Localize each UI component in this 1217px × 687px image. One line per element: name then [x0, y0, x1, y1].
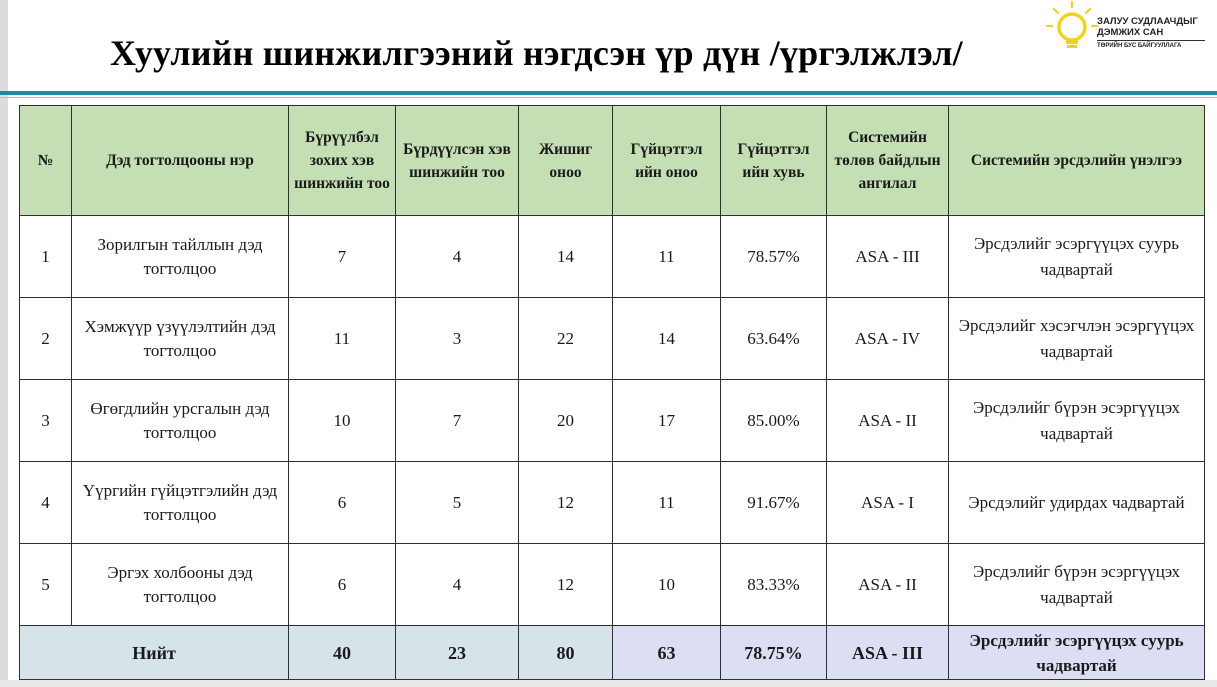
- title-rule-thin: [0, 97, 1217, 98]
- cell-name: Эргэх холбооны дэд тогтолцоо: [72, 544, 289, 626]
- cell-class: ASA - IV: [827, 298, 949, 380]
- total-score: 63: [613, 626, 721, 680]
- cell-benchmark: 12: [519, 462, 613, 544]
- cell-formed: 7: [396, 380, 519, 462]
- cell-assessment: Эрсдэлийг бүрэн эсэргүүцэх чадвартай: [949, 380, 1205, 462]
- table-row: [20, 462, 1205, 544]
- cell-percent: 83.33%: [721, 544, 827, 626]
- cell-percent: 91.67%: [721, 462, 827, 544]
- cell-assessment: Эрсдэлийг хэсэгчлэн эсэргүүцэх чадвартай: [949, 298, 1205, 380]
- cell-assessment: Эрсдэлийг эсэргүүцэх суурь чадвартай: [949, 216, 1205, 298]
- total-required: 40: [289, 626, 396, 680]
- header-benchmark: Жишиг оноо: [519, 106, 613, 216]
- header-percent: Гүйцэтгэл ийн хувь: [721, 106, 827, 216]
- cell-name: Үүргийн гүйцэтгэлийн дэд тогтолцоо: [72, 462, 289, 544]
- header-formed: Бүрдүүлсэн хэв шинжийн тоо: [396, 106, 519, 216]
- slide-title: Хуулийн шинжилгээний нэгдсэн үр дүн /үргэлжлэл/: [110, 33, 963, 73]
- table-total-row: [20, 626, 1205, 680]
- cell-score: 14: [613, 298, 721, 380]
- slide-frame-left: [0, 0, 8, 687]
- cell-formed: 3: [396, 298, 519, 380]
- cell-benchmark: 12: [519, 544, 613, 626]
- results-table: [19, 105, 1205, 680]
- cell-required: 6: [289, 462, 396, 544]
- cell-name: Хэмжүүр үзүүлэлтийн дэд тогтолцоо: [72, 298, 289, 380]
- title-rule: [0, 91, 1217, 95]
- logo-line-1: ЗАЛУУ СУДЛААЧДЫГ: [1097, 16, 1198, 27]
- cell-class: ASA - III: [827, 216, 949, 298]
- header-assessment: Системийн эрсдэлийн үнэлгээ: [949, 106, 1205, 216]
- cell-formed: 5: [396, 462, 519, 544]
- cell-benchmark: 14: [519, 216, 613, 298]
- cell-class: ASA - II: [827, 380, 949, 462]
- logo-subtitle: ТӨРИЙН БУС БАЙГУУЛЛАГА: [1097, 43, 1182, 49]
- cell-benchmark: 22: [519, 298, 613, 380]
- cell-name: Өгөгдлийн урсгалын дэд тогтолцоо: [72, 380, 289, 462]
- cell-percent: 85.00%: [721, 380, 827, 462]
- cell-name: Зорилгын тайллын дэд тогтолцоо: [72, 216, 289, 298]
- cell-formed: 4: [396, 544, 519, 626]
- header-required: Бүрүүлбэл зохих хэв шинжийн тоо: [289, 106, 396, 216]
- header-no: №: [20, 106, 72, 216]
- cell-score: 11: [613, 216, 721, 298]
- cell-no: 3: [20, 380, 72, 462]
- table-row: [20, 298, 1205, 380]
- header-name: Дэд тогтолцооны нэр: [72, 106, 289, 216]
- table-row: [20, 544, 1205, 626]
- cell-class: ASA - I: [827, 462, 949, 544]
- cell-formed: 4: [396, 216, 519, 298]
- cell-no: 2: [20, 298, 72, 380]
- cell-percent: 63.64%: [721, 298, 827, 380]
- cell-required: 11: [289, 298, 396, 380]
- total-class: ASA - III: [827, 626, 949, 680]
- cell-no: 4: [20, 462, 72, 544]
- cell-required: 10: [289, 380, 396, 462]
- cell-benchmark: 20: [519, 380, 613, 462]
- cell-no: 5: [20, 544, 72, 626]
- header-score: Гүйцэтгэл ийн оноо: [613, 106, 721, 216]
- total-benchmark: 80: [519, 626, 613, 680]
- cell-required: 6: [289, 544, 396, 626]
- cell-percent: 78.57%: [721, 216, 827, 298]
- logo-divider: [1097, 40, 1205, 41]
- cell-assessment: Эрсдэлийг бүрэн эсэргүүцэх чадвартай: [949, 544, 1205, 626]
- total-formed: 23: [396, 626, 519, 680]
- slide-frame-bottom: [0, 680, 1217, 687]
- header-class: Системийн төлөв байдлын ангилал: [827, 106, 949, 216]
- total-label: Нийт: [20, 626, 289, 680]
- cell-score: 10: [613, 544, 721, 626]
- table-row: [20, 380, 1205, 462]
- cell-class: ASA - II: [827, 544, 949, 626]
- table-header-row: [20, 106, 1205, 216]
- cell-no: 1: [20, 216, 72, 298]
- table-row: [20, 216, 1205, 298]
- total-percent: 78.75%: [721, 626, 827, 680]
- total-assessment: Эрсдэлийг эсэргүүцэх суурь чадвартай: [949, 626, 1205, 680]
- cell-score: 17: [613, 380, 721, 462]
- logo-text: [1097, 16, 1198, 38]
- cell-score: 11: [613, 462, 721, 544]
- cell-assessment: Эрсдэлийг удирдах чадвартай: [949, 462, 1205, 544]
- logo-line-2: ДЭМЖИХ САН: [1097, 27, 1164, 38]
- cell-required: 7: [289, 216, 396, 298]
